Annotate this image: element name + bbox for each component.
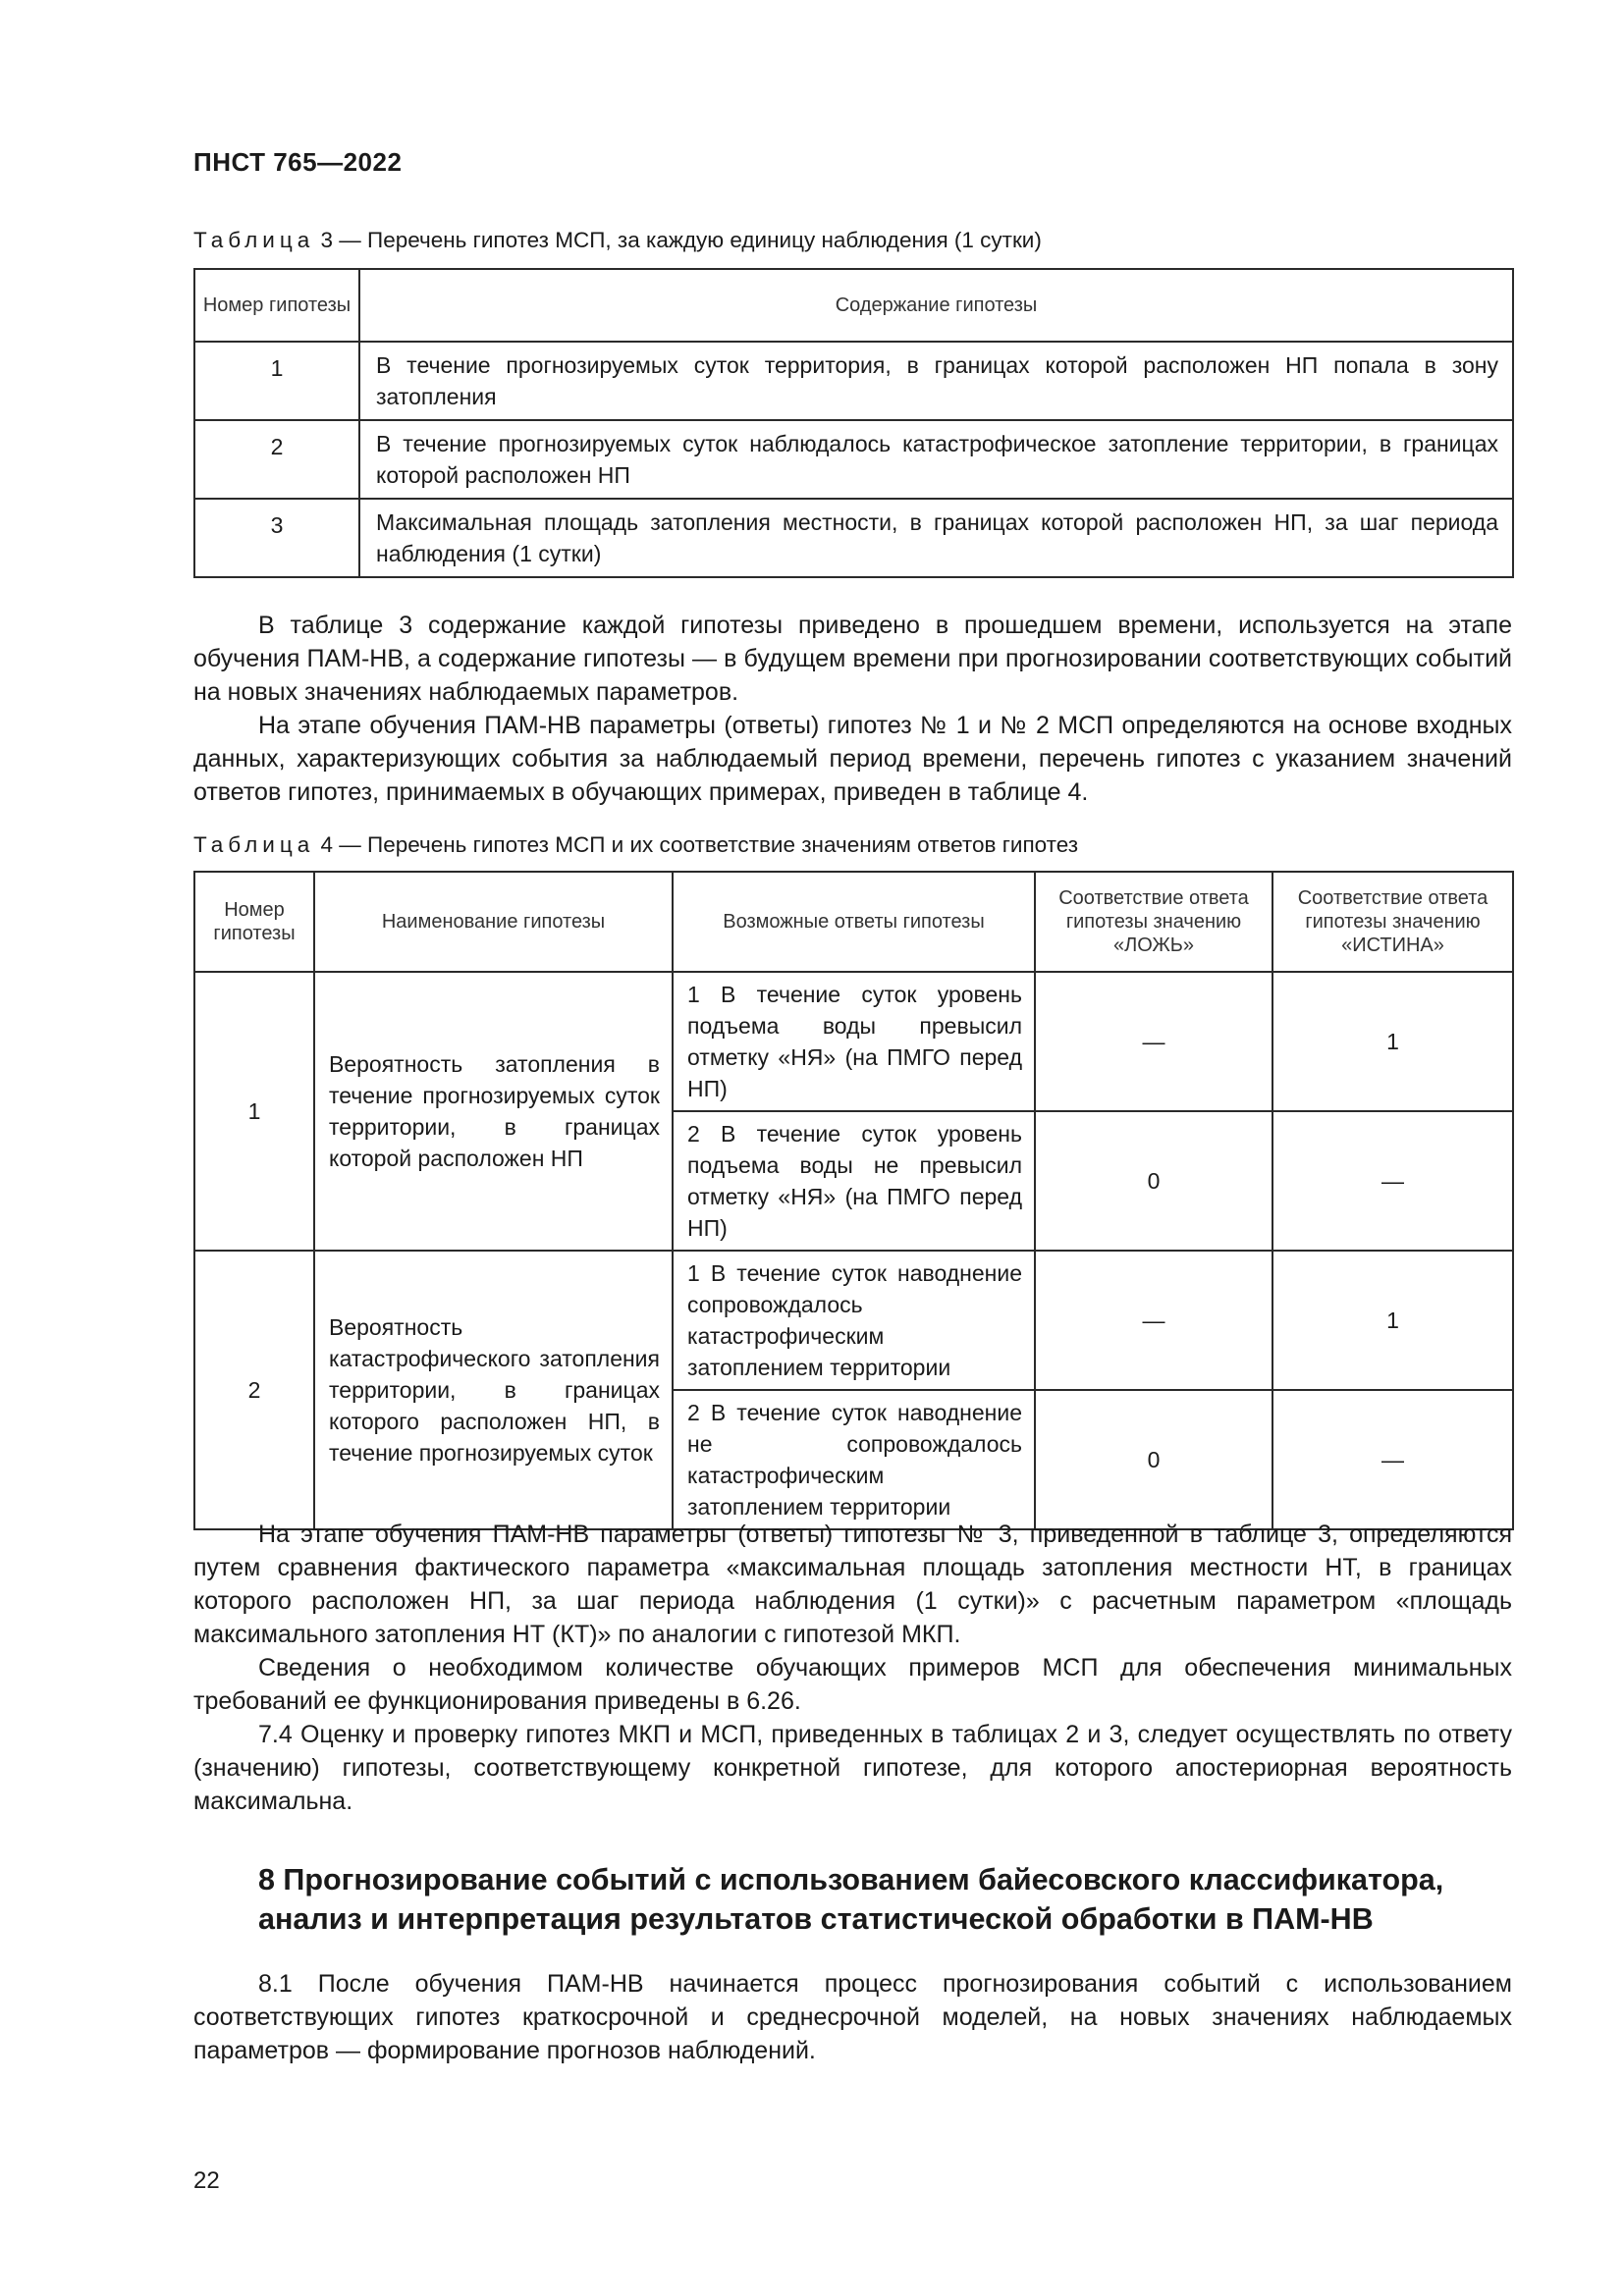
standard-code: ПНСТ 765—2022 bbox=[193, 147, 403, 177]
table4-answer-false: 0 bbox=[1035, 1390, 1272, 1529]
table4-group-name: Вероятность затопления в течение прогнозируемых суток территории, в границах которой расположен НП bbox=[314, 972, 673, 1251]
table3-caption-text: 3 — Перечень гипотез МСП, за каждую единицу наблюдения (1 сутки) bbox=[320, 228, 1042, 252]
table4-header-answers: Возможные ответы гипотезы bbox=[673, 872, 1035, 972]
table3-row-text: Максимальная площадь затопления местности, в границах которой расположен НП, за шаг периода наблюдения (1 сутки) bbox=[359, 499, 1513, 577]
table4-header-name: Наименование гипотезы bbox=[314, 872, 673, 972]
table4-header-false: Соответствие ответа гипотезы значению «ЛОЖЬ» bbox=[1035, 872, 1272, 972]
table4-caption-word: Таблица bbox=[193, 832, 315, 857]
table4-caption-text: 4 — Перечень гипотез МСП и их соответствие значениям ответов гипотез bbox=[320, 832, 1079, 857]
table-row bbox=[194, 420, 1513, 499]
table4-answer-text: 2 В течение суток уровень подъема воды не превысил отметку «НЯ» (на ПМГО перед НП) bbox=[673, 1111, 1035, 1251]
table4-group-num: 1 bbox=[194, 972, 314, 1251]
table4-answer-true: — bbox=[1272, 1111, 1513, 1251]
table4-group-name: Вероятность катастрофического затопления территории, в границах которого расположен НП, в течение прогнозируемых суток bbox=[314, 1251, 673, 1529]
table3-row-text: В течение прогнозируемых суток территория, в границах которой расположен НП попала в зону затопления bbox=[359, 342, 1513, 420]
paragraph: В таблице 3 содержание каждой гипотезы приведено в прошедшем времени, используется на этапе обучения ПАМ-НВ, а содержание гипотезы — в будущем времени при прогнозировании соответствующих событий на новых значениях наблюдаемых параметров. bbox=[193, 612, 1512, 706]
paragraph: 7.4 Оценку и проверку гипотез МКП и МСП, приведенных в таблицах 2 и 3, следует осуществлять по ответу (значению) гипотезы, соответствующему конкретной гипотезе, для которого апостериорная вероятность максимальна. bbox=[193, 1721, 1512, 1815]
section-heading: 8 Прогнозирование событий с использованием байесовского классификатора, анализ и интерпретация результатов статистической обработки в ПАМ-НВ bbox=[258, 1863, 1444, 1936]
table4-answer-false: — bbox=[1035, 1251, 1272, 1390]
table4-answer-text: 1 В течение суток уровень подъема воды превысил отметку «НЯ» (на ПМГО перед НП) bbox=[673, 972, 1035, 1111]
table4-answer-false: 0 bbox=[1035, 1111, 1272, 1251]
table4-answer-text: 1 В течение суток наводнение сопровождалось катастрофическим затоплением территории bbox=[673, 1251, 1035, 1390]
paragraph: Сведения о необходимом количестве обучающих примеров МСП для обеспечения минимальных требований ее функционирования приведены в 6.26. bbox=[193, 1654, 1512, 1715]
table3-row-num: 2 bbox=[194, 420, 359, 499]
table3-header-num: Номер гипотезы bbox=[194, 269, 359, 342]
table4-header-row bbox=[194, 872, 1513, 972]
table3 bbox=[193, 268, 1514, 578]
paragraph: 8.1 После обучения ПАМ-НВ начинается процесс прогнозирования событий с использованием соответствующих гипотез краткосрочной и среднесрочной моделей, на новых значениях наблюдаемых параметров — формирование прогнозов наблюдений. bbox=[193, 1970, 1512, 2064]
table4-answer-text: 2 В течение суток наводнение не сопровождалось катастрофическим затоплением территории bbox=[673, 1390, 1035, 1529]
body-text-block-1 bbox=[193, 609, 1512, 809]
body-text-block-3 bbox=[193, 1967, 1512, 2067]
table3-caption-word: Таблица bbox=[193, 228, 315, 252]
table4-answer-true: 1 bbox=[1272, 1251, 1513, 1390]
table3-row-num: 1 bbox=[194, 342, 359, 420]
table4-header-true: Соответствие ответа гипотезы значению «ИСТИНА» bbox=[1272, 872, 1513, 972]
table-row bbox=[194, 1251, 1513, 1390]
paragraph: На этапе обучения ПАМ-НВ параметры (ответы) гипотезы № 3, приведенной в таблице 3, определяются путем сравнения фактического параметра «максимальная площадь затопления местности НТ, в границах которого расположен НП, за шаг периода наблюдения (1 сутки)» с расчетным параметром «площадь максимального затопления НТ (КТ)» по аналогии с гипотезой МКП. bbox=[193, 1521, 1512, 1648]
table3-caption bbox=[193, 228, 1042, 253]
table4 bbox=[193, 871, 1514, 1530]
table4-answer-true: — bbox=[1272, 1390, 1513, 1529]
table3-header-row bbox=[194, 269, 1513, 342]
table-row bbox=[194, 499, 1513, 577]
table-row bbox=[194, 972, 1513, 1111]
body-text-block-2 bbox=[193, 1518, 1512, 1818]
paragraph: На этапе обучения ПАМ-НВ параметры (ответы) гипотез № 1 и № 2 МСП определяются на основе входных данных, характеризующих события за наблюдаемый период времени, перечень гипотез с указанием значений ответов гипотез, принимаемых в обучающих примерах, приведен в таблице 4. bbox=[193, 712, 1512, 806]
table4-answer-true: 1 bbox=[1272, 972, 1513, 1111]
table4-answer-false: — bbox=[1035, 972, 1272, 1111]
table3-header-content: Содержание гипотезы bbox=[359, 269, 1513, 342]
page-number: 22 bbox=[193, 2167, 220, 2194]
table4-caption bbox=[193, 832, 1078, 858]
table3-row-num: 3 bbox=[194, 499, 359, 577]
table-row bbox=[194, 342, 1513, 420]
table3-row-text: В течение прогнозируемых суток наблюдалось катастрофическое затопление территории, в границах которой расположен НП bbox=[359, 420, 1513, 499]
table4-group-num: 2 bbox=[194, 1251, 314, 1529]
table4-header-num: Номер гипотезы bbox=[194, 872, 314, 972]
